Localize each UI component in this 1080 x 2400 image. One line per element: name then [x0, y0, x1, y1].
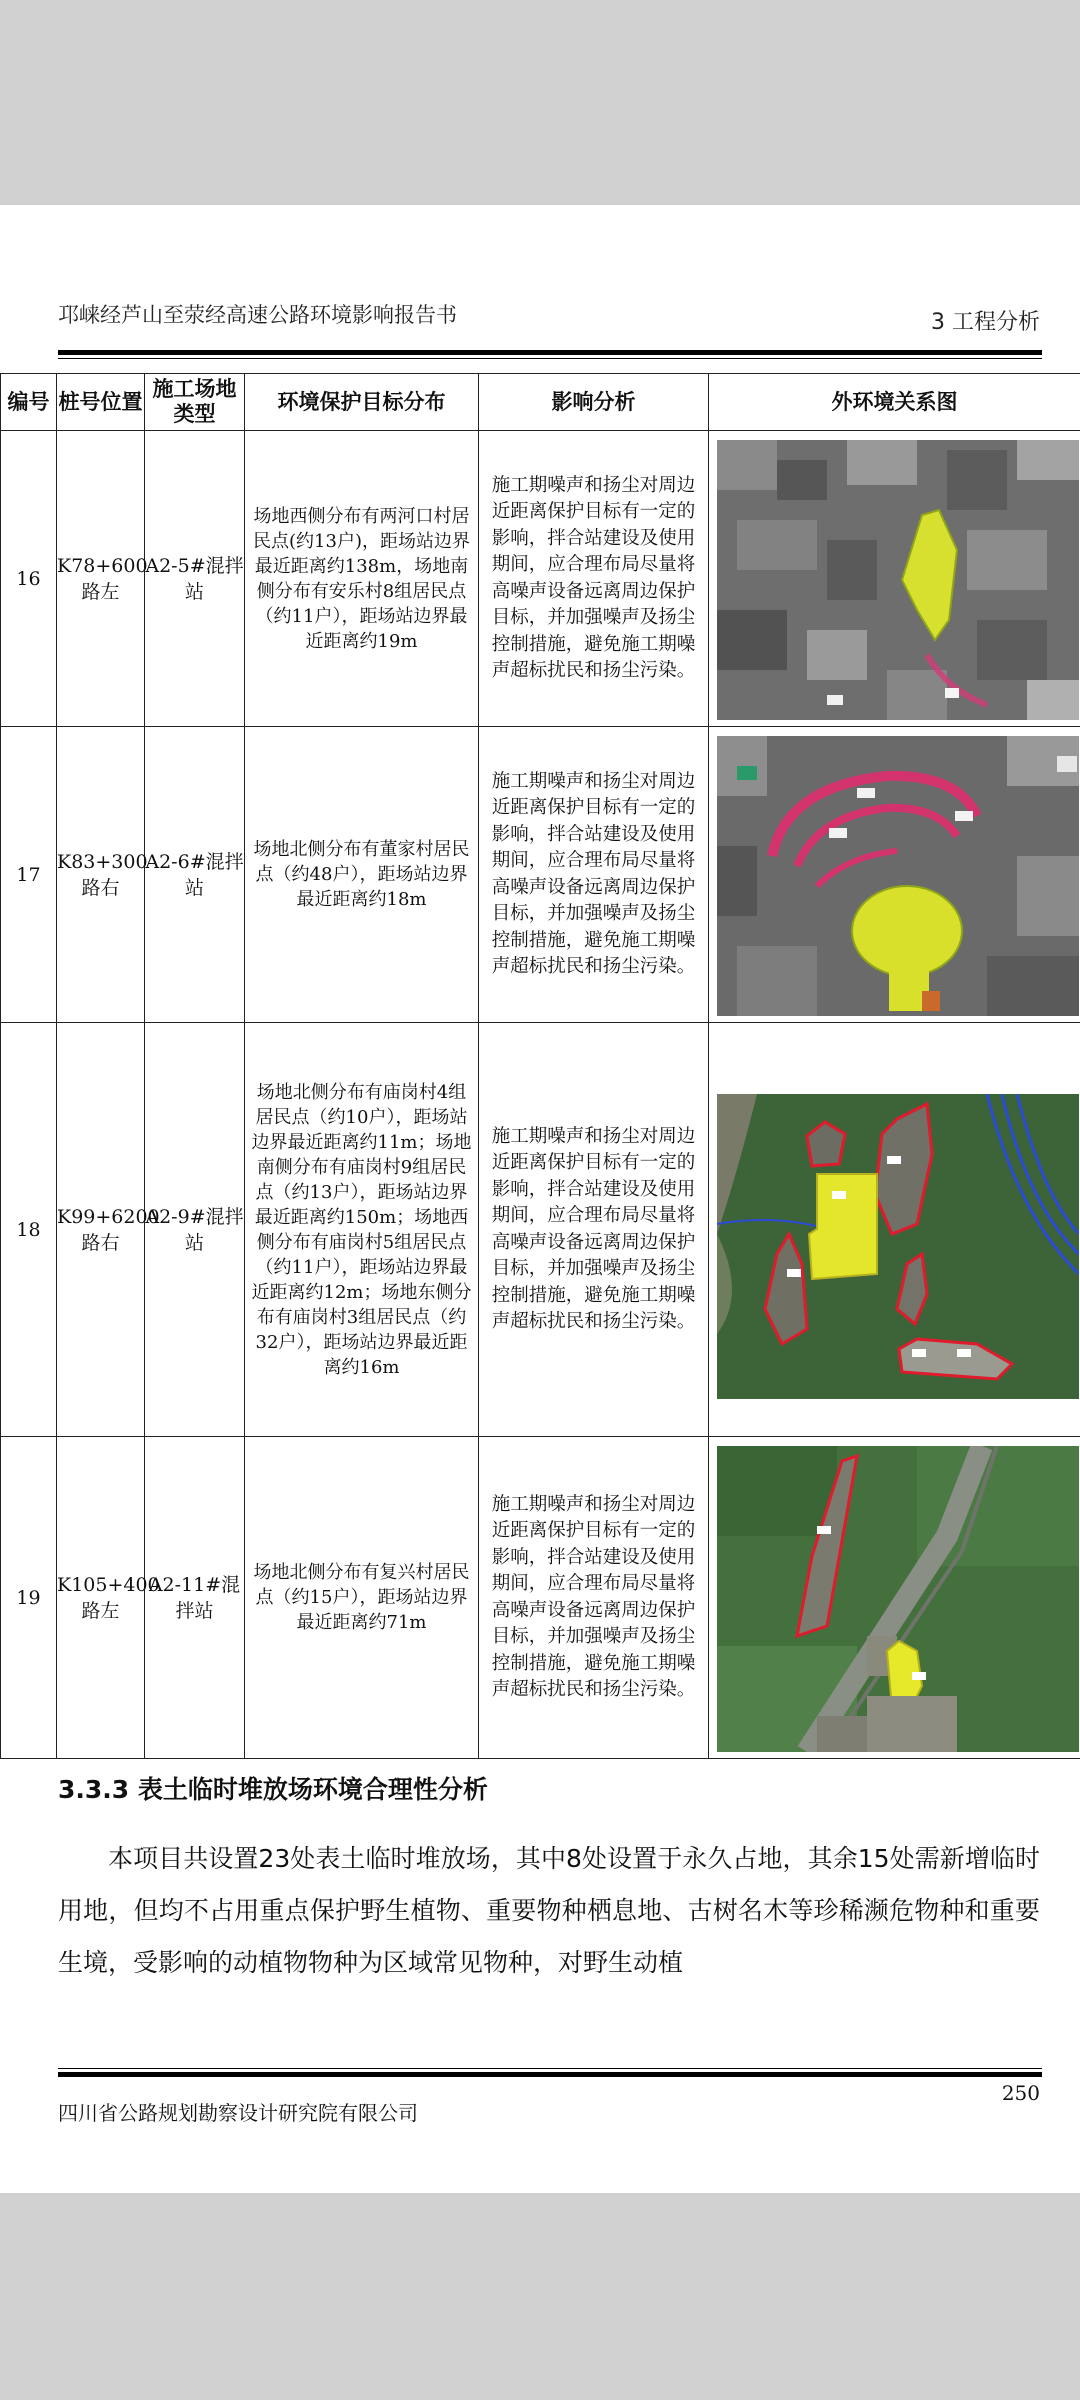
header-rule-thick [58, 350, 1042, 355]
table-row [1, 431, 1080, 727]
row-number: 17 [1, 727, 57, 1023]
row-stake: K99+6200路右 [57, 1023, 145, 1437]
row-stake: K105+400路左 [57, 1437, 145, 1759]
th-stake: 桩号位置 [57, 374, 145, 431]
site-map-image [717, 440, 1079, 720]
row-number: 16 [1, 431, 57, 727]
table-row [1, 727, 1080, 1023]
row-map [709, 431, 1080, 727]
th-site-type: 施工场地类型 [145, 374, 245, 431]
table-header-row [1, 374, 1080, 431]
row-site-type: A2-6#混拌站 [145, 727, 245, 1023]
row-map [709, 1023, 1080, 1437]
station-table [0, 373, 1080, 1759]
row-number: 18 [1, 1023, 57, 1437]
header-title: 邛崃经芦山至荥经高速公路环境影响报告书 [58, 303, 457, 327]
th-distribution: 环境保护目标分布 [245, 374, 479, 431]
th-map: 外环境关系图 [709, 374, 1080, 431]
th-number: 编号 [1, 374, 57, 431]
footer-organization: 四川省公路规划勘察设计研究院有限公司 [58, 2101, 418, 2125]
table-row [1, 1437, 1080, 1759]
th-impact: 影响分析 [479, 374, 709, 431]
row-site-type: A2-5#混拌站 [145, 431, 245, 727]
row-map [709, 727, 1080, 1023]
row-number: 19 [1, 1437, 57, 1759]
row-site-type: A2-11#混拌站 [145, 1437, 245, 1759]
document-page [0, 205, 1080, 2193]
site-map-image [717, 736, 1079, 1016]
row-distribution: 场地北侧分布有复兴村居民点（约15户），距场站边界最近距离约71m [245, 1437, 479, 1759]
table-row [1, 1023, 1080, 1437]
page-header [0, 205, 1080, 365]
row-impact: 施工期噪声和扬尘对周边近距离保护目标有一定的影响，拌合站建设及使用期间，应合理布局尽量将高噪声设备远离周边保护目标，并加强噪声及扬尘控制措施，避免施工期噪声超标扰民和扬尘污染。 [479, 431, 709, 727]
footer-rule-thin [58, 2068, 1042, 2069]
body-paragraph: 本项目共设置23处表土临时堆放场，其中8处设置于永久占地，其余15处需新增临时用地，但均不占用重点保护野生植物、重要物种栖息地、古树名木等珍稀濒危物种和重要生境，受影响的动植物物种为区域常见物种，对野生动植 [58, 1844, 1040, 1977]
row-distribution: 场地北侧分布有庙岗村4组居民点（约10户），距场站边界最近距离约11m；场地南侧分布有庙岗村9组居民点（约13户），距场站边界最近距离约150m；场地西侧分布有庙岗村5组居民点（约11户），距场站边界最近距离约12m；场地东侧分布有庙岗村3组居民点（约32户），距场站边界最近距离约16m [245, 1023, 479, 1437]
row-stake: K83+300路右 [57, 727, 145, 1023]
row-map [709, 1437, 1080, 1759]
header-section: 3 工程分析 [931, 310, 1040, 335]
row-impact: 施工期噪声和扬尘对周边近距离保护目标有一定的影响，拌合站建设及使用期间，应合理布局尽量将高噪声设备远离周边保护目标，并加强噪声及扬尘控制措施，避免施工期噪声超标扰民和扬尘污染。 [479, 1023, 709, 1437]
page-number: 250 [1001, 2081, 1040, 2105]
row-distribution: 场地北侧分布有董家村居民点（约48户），距场站边界最近距离约18m [245, 727, 479, 1023]
row-distribution: 场地西侧分布有两河口村居民点(约13户)，距场站边界最近距离约138m，场地南侧分布有安乐村8组居民点（约11户），距场站边界最近距离约19m [245, 431, 479, 727]
section-heading: 3.3.3 表土临时堆放场环境合理性分析 [58, 1775, 488, 1804]
row-impact: 施工期噪声和扬尘对周边近距离保护目标有一定的影响，拌合站建设及使用期间，应合理布局尽量将高噪声设备远离周边保护目标，并加强噪声及扬尘控制措施，避免施工期噪声超标扰民和扬尘污染。 [479, 1437, 709, 1759]
footer-rule-thick [58, 2072, 1042, 2077]
row-site-type: A2-9#混拌站 [145, 1023, 245, 1437]
site-map-image [717, 1446, 1079, 1752]
row-impact: 施工期噪声和扬尘对周边近距离保护目标有一定的影响，拌合站建设及使用期间，应合理布局尽量将高噪声设备远离周边保护目标，并加强噪声及扬尘控制措施，避免施工期噪声超标扰民和扬尘污染。 [479, 727, 709, 1023]
site-map-image [717, 1094, 1079, 1399]
header-rule-thin [58, 358, 1042, 359]
row-stake: K78+600路左 [57, 431, 145, 727]
